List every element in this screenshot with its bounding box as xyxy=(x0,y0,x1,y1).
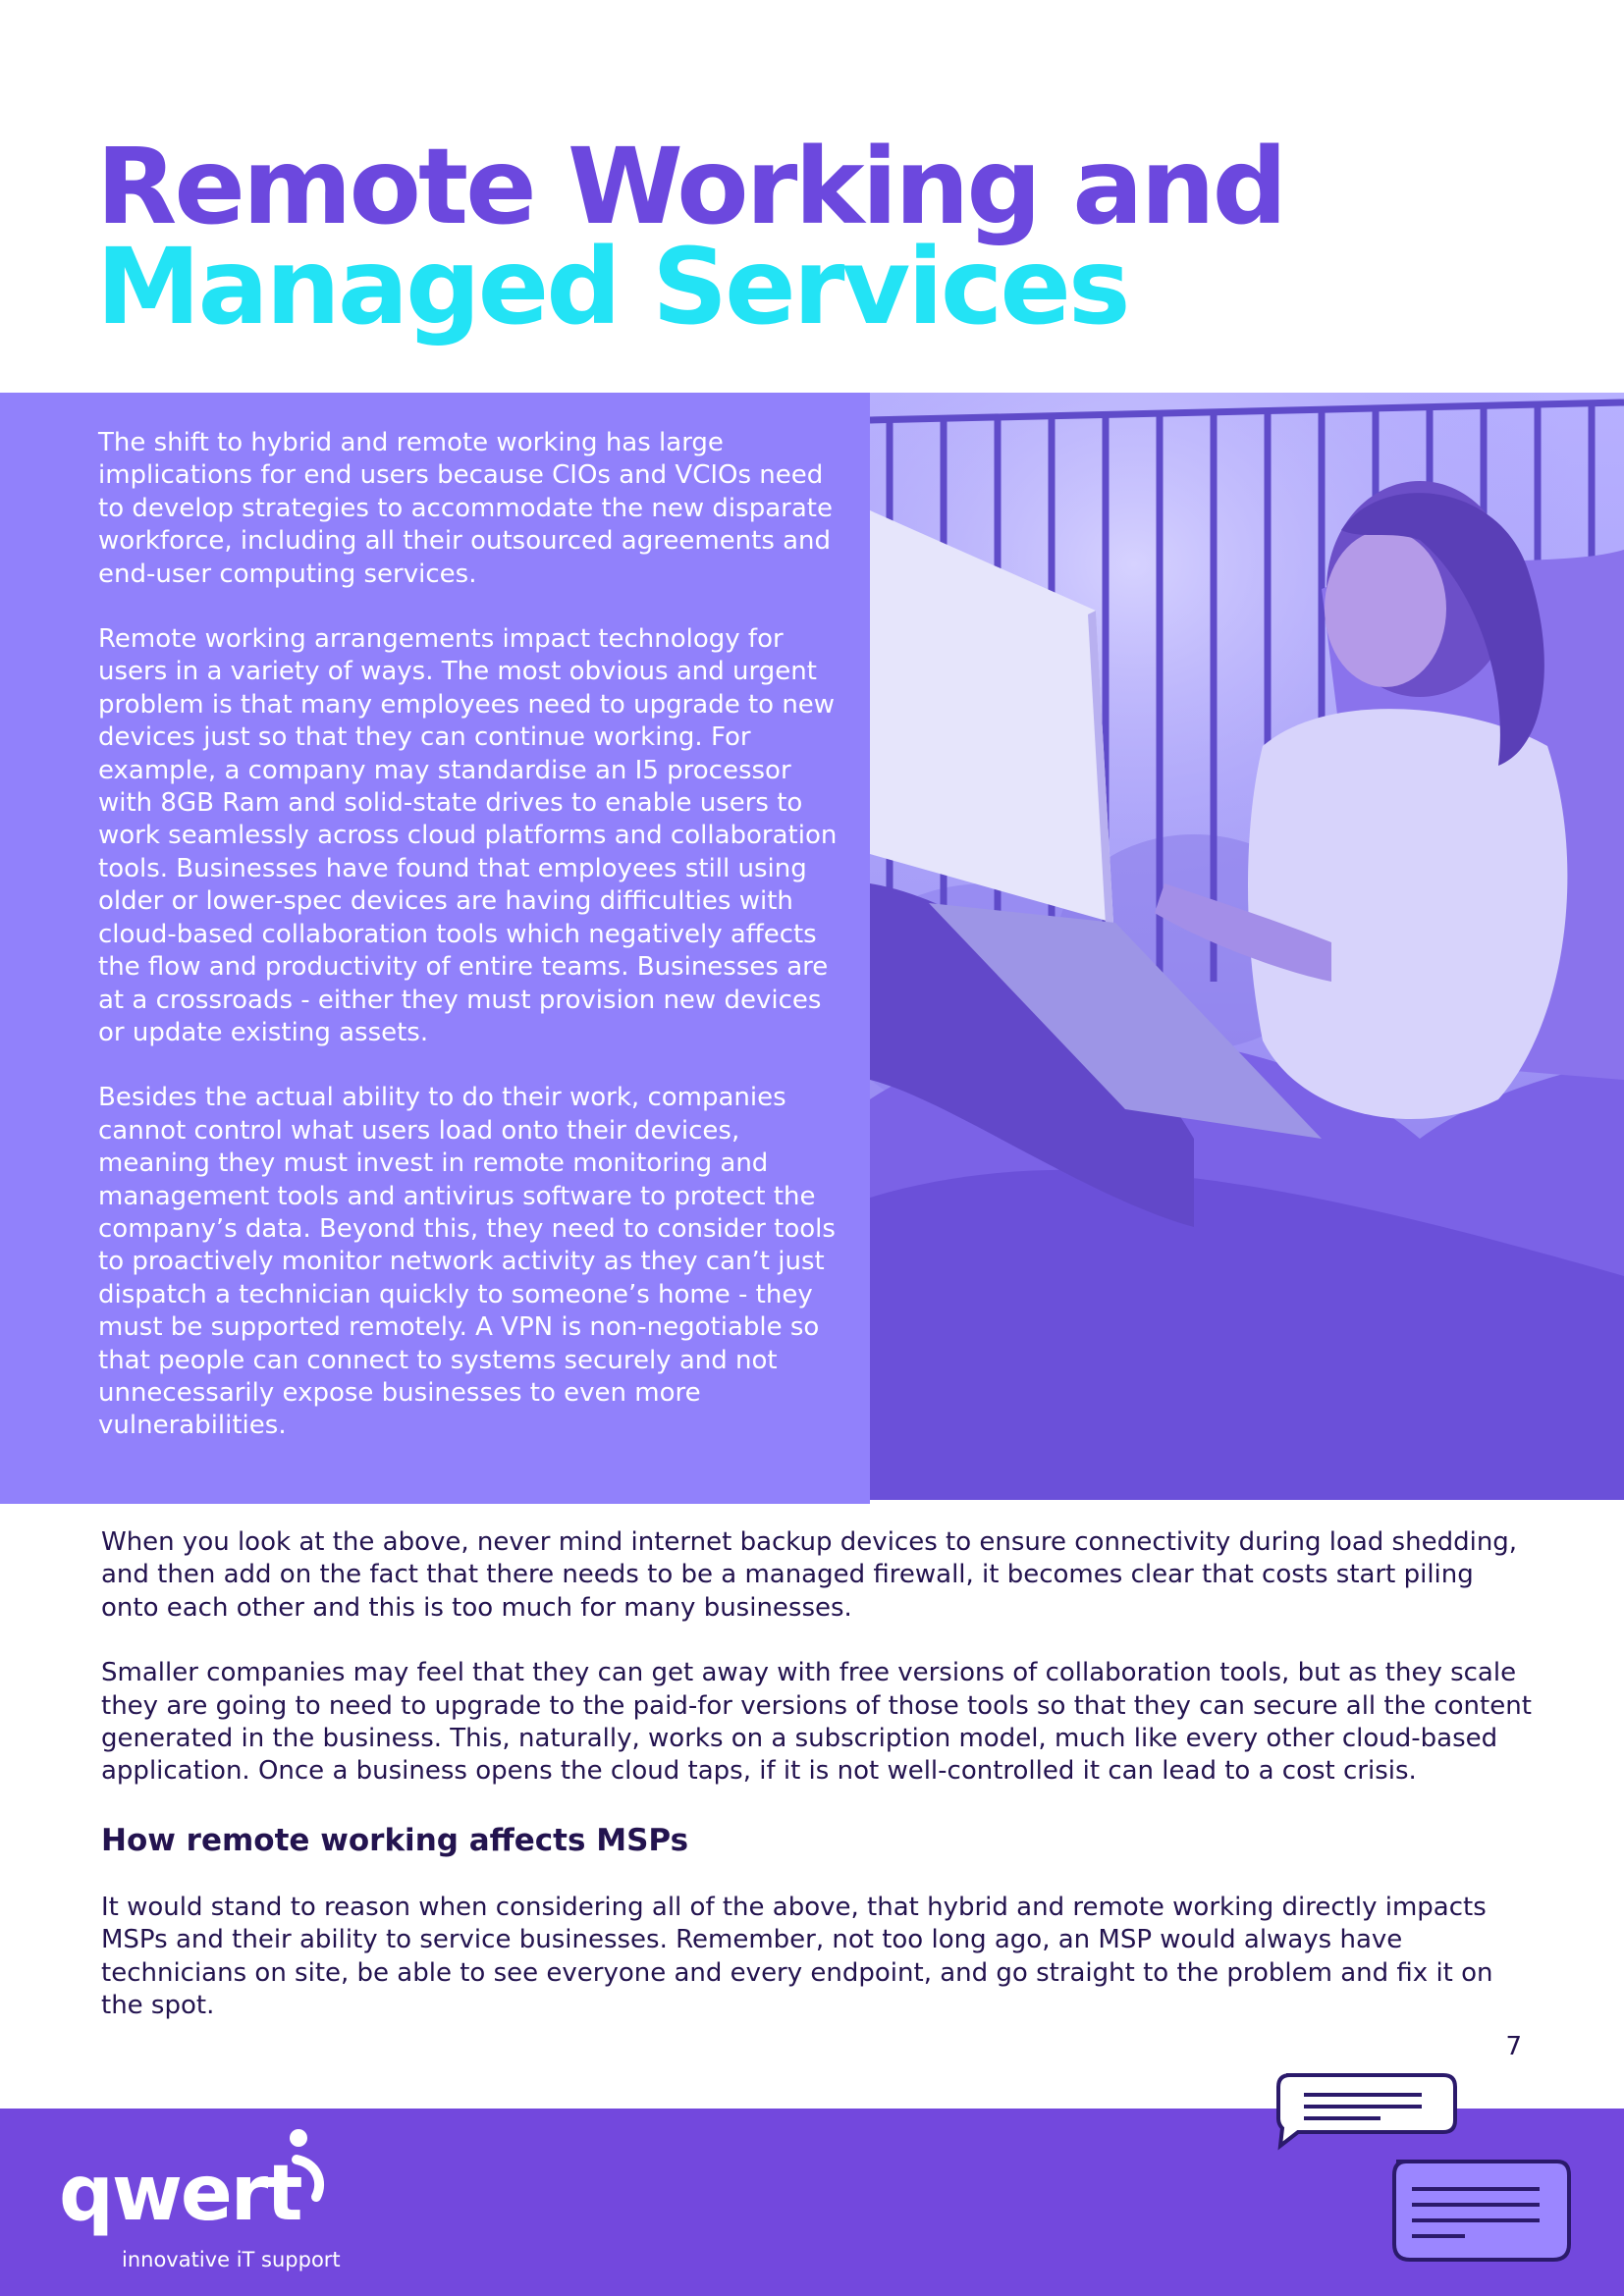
intro-paragraph-2: Remote working arrangements impact technology for users in a variety of ways. The most obvious and urgent problem is that many employees need to upgrade to new devices just so that they can continue working. For example, a company may standardise an I5 processor with 8GB Ram and solid-state drives to enable users to work seamlessly across cloud platforms and collaboration tools. Businesses have found that employees still using older or lower-spec devices are having difficulties with cloud-based collaboration tools which negatively affects the flow and productivity of entire teams. Businesses are at a crossroads - either they must provision new devices or update existing assets. xyxy=(98,624,838,1047)
woman-with-laptop-photo xyxy=(870,393,1624,1500)
chat-bubbles-icon xyxy=(1272,2069,1577,2266)
body-paragraph-2: Smaller companies may feel that they can get away with free versions of collaboration tools, but as they scale they are going to need to upgrade to the paid-for versions of those tools so that they can secure all the content generated in the business. This, naturally, works on a subscription model, much like every other cloud-based application. Once a business opens the cloud taps, if it is not well-controlled it can lead to a cost crisis. xyxy=(101,1658,1532,1787)
body-paragraph-1: When you look at the above, never mind internet backup devices to ensure connectivity during load shedding, and then add on the fact that there needs to be a managed firewall, it becomes clear that costs start piling onto each other and this is too much for many businesses. xyxy=(101,1527,1518,1623)
title-line-1: Remote Working and xyxy=(96,127,1285,248)
body-paragraph-3: It would stand to reason when considering all of the above, that hybrid and remote working directly impacts MSPs and their ability to service businesses. Remember, not too long ago, an MSP would always have technicians on site, be able to see everyone and every endpoint, and go straight to the problem and fix it on the spot. xyxy=(101,1892,1493,2021)
intro-paragraph-3: Besides the actual ability to do their work, companies cannot control what users load onto their devices, meaning they must invest in remote monitoring and management tools and antivirus software to protect the company’s data. Beyond this, they need to consider tools to proactively monitor network activity as they can’t just dispatch a technician quickly to someone’s home - they must be supported remotely. A VPN is non-negotiable so that people can connect to systems securely and not unnecessarily expose businesses to even more vulnerabilities. xyxy=(98,1083,836,1441)
body-text xyxy=(101,1526,1535,2055)
logo-mark-icon xyxy=(287,2126,336,2205)
section-heading: How remote working affects MSPs xyxy=(101,1822,689,1858)
title-line-2: Managed Services xyxy=(96,227,1128,348)
page-title xyxy=(96,127,1285,348)
logo-tagline: innovative iT support xyxy=(122,2248,341,2271)
page-number: 7 xyxy=(1505,2032,1522,2061)
logo-wordmark: qwert xyxy=(59,2150,301,2238)
intro-paragraph-1: The shift to hybrid and remote working has large implications for end users because CIOs and VCIOs need to develop strategies to accommodate the new disparate workforce, including all their outsourced agreements and end-user computing services. xyxy=(98,428,833,589)
intro-text xyxy=(98,427,844,1475)
